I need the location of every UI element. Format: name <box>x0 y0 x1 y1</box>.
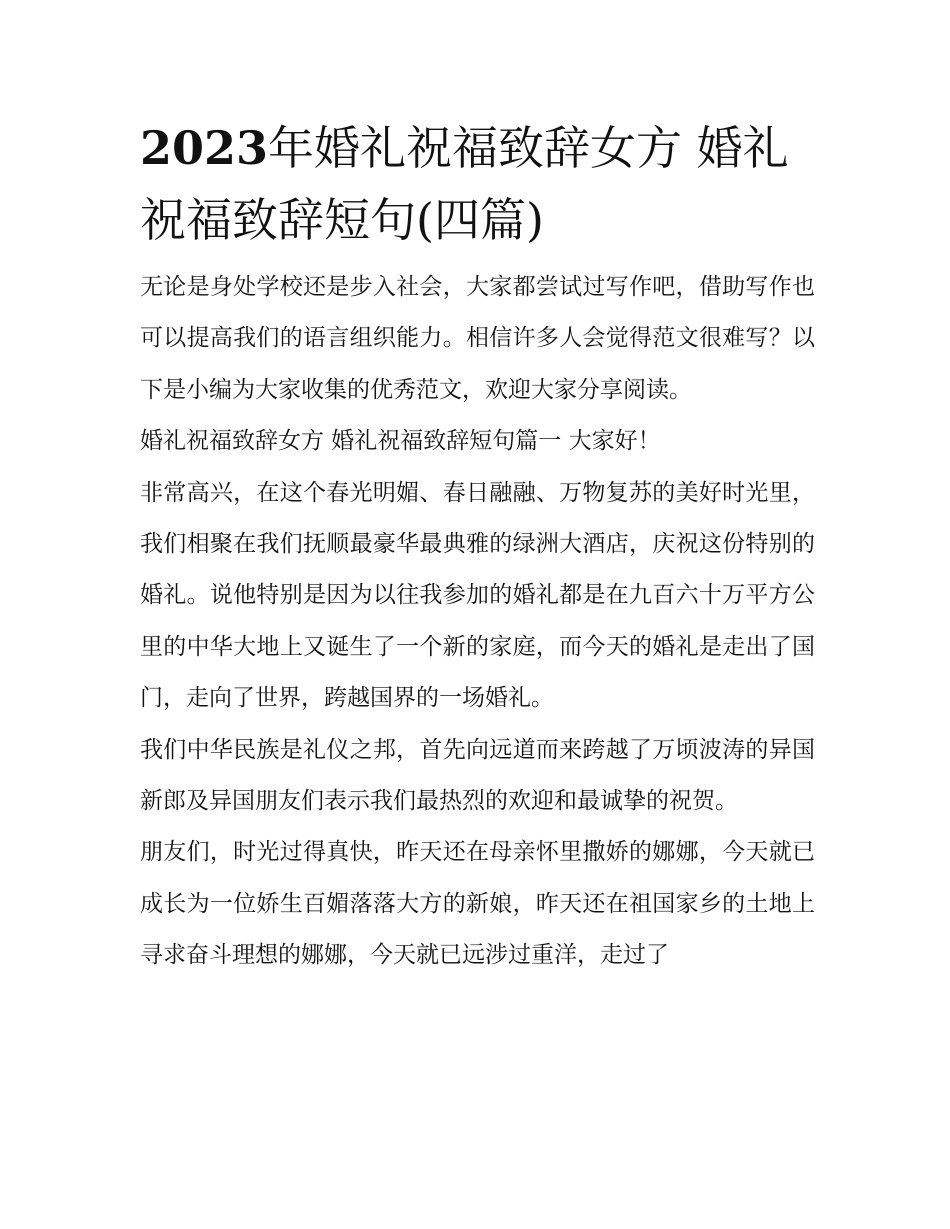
section-heading: 婚礼祝福致辞女方 婚礼祝福致辞短句篇一 大家好！ <box>140 428 661 455</box>
body-paragraph: 非常高兴，在这个春光明媚、春日融融、万物复苏的美好时光里，我们相聚在我们抚顺最豪华最典雅的绿洲大酒店，庆祝这份特别的婚礼。说他特别是因为以往我参加的婚礼都是在九百六十万平方公里的中华大地上又诞生了一个新的家庭，而今天的婚礼是走出了国门，走向了世界，跨越国界的一场婚礼。 <box>140 479 815 712</box>
title-text: 年婚礼祝福致辞女方 婚礼祝福致辞短句(四篇) <box>140 121 789 247</box>
title-year: 2023 <box>140 121 269 175</box>
document-title <box>140 112 815 256</box>
body-paragraph: 我们中华民族是礼仪之邦，首先向远道而来跨越了万顷波涛的异国新郎及异国朋友们表示我们最热烈的欢迎和最诚挚的祝贺。 <box>140 736 815 815</box>
intro-paragraph: 无论是身处学校还是步入社会，大家都尝试过写作吧，借助写作也可以提高我们的语言组织能力。相信许多人会觉得范文很难写？以下是小编为大家收集的优秀范文，欢迎大家分享阅读。 <box>140 274 815 403</box>
body-paragraph: 朋友们，时光过得真快，昨天还在母亲怀里撒娇的娜娜，今天就已成长为一位娇生百媚落落大方的新娘，昨天还在祖国家乡的土地上寻求奋斗理想的娜娜，今天就已远涉过重洋，走过了 <box>140 839 815 969</box>
document-page <box>140 112 815 982</box>
